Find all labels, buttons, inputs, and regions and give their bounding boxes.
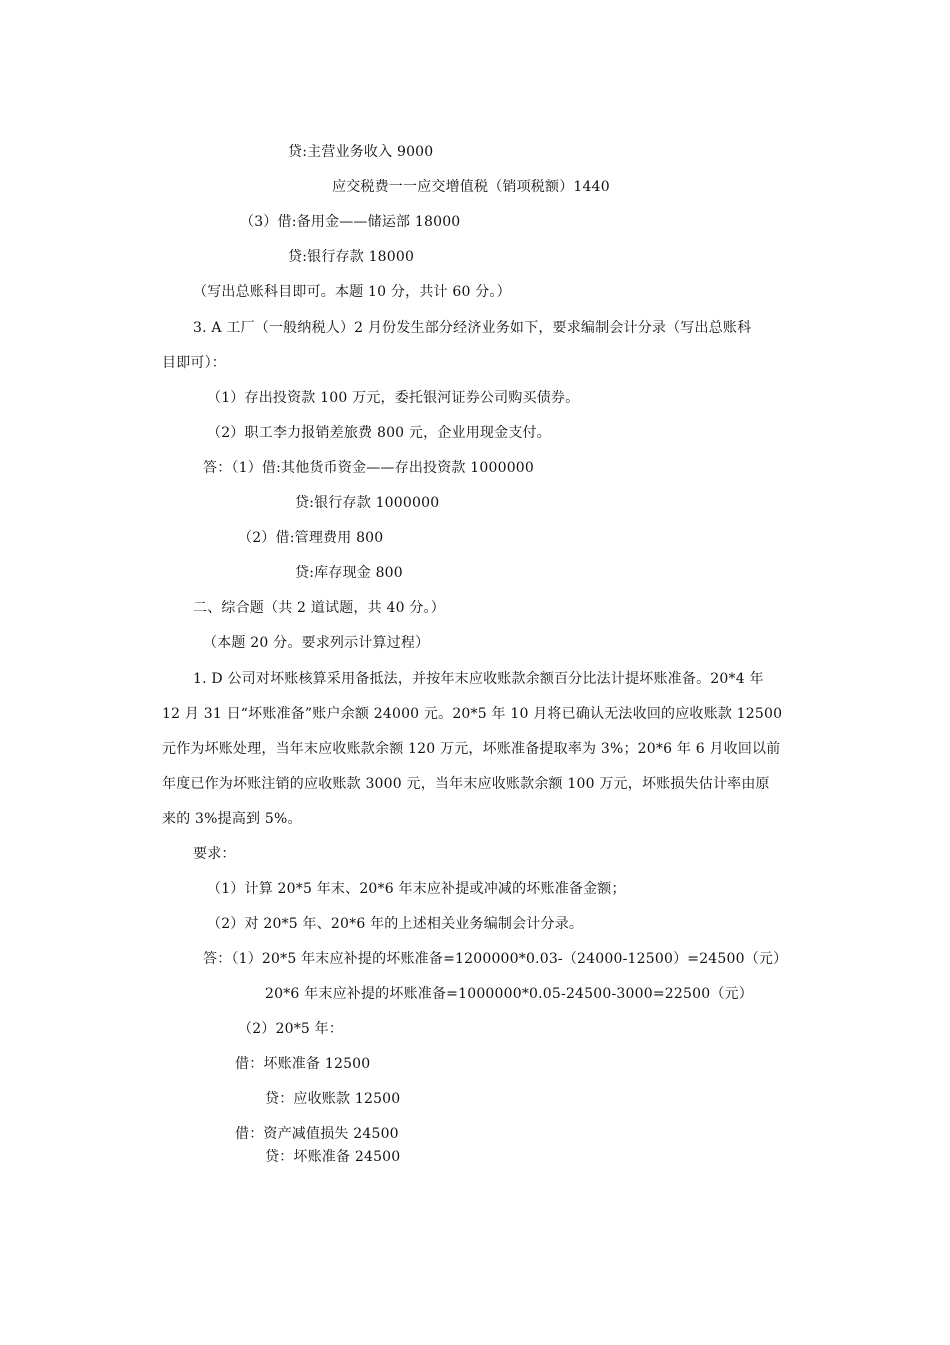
entry-line-debit-petty-cash: （3）借:备用金——储运部 18000	[240, 214, 461, 230]
answer-3-item-2-credit: 贷:库存现金 800	[295, 565, 403, 581]
entry-line-credit-bank: 贷:银行存款 18000	[288, 249, 415, 265]
problem-1-text: 1. D 公司对坏账核算采用备抵法，并按年末应收账款余额百分比法计提坏账准备。20*4 年	[193, 671, 764, 687]
answer-3-item-2-debit: （2）借:管理费用 800	[238, 530, 384, 546]
question-3-item-2: （2）职工李力报销差旅费 800 元，企业用现金支付。	[207, 425, 551, 441]
answer-2-credit-allowance: 贷：坏账准备 24500	[265, 1149, 401, 1165]
answer-2-heading: （2）20*5 年：	[238, 1021, 344, 1037]
question-3-text-cont: 目即可）：	[162, 355, 226, 371]
problem-1-text-line-4: 年度已作为坏账注销的应收账款 3000 元，当年末应收账款余额 100 万元，坏账损失估计率由原	[162, 776, 770, 792]
answer-2-debit-impairment: 借：资产减值损失 24500	[235, 1126, 399, 1142]
section-note: （本题 20 分。要求列示计算过程）	[203, 635, 430, 651]
section-heading: 二、综合题（共 2 道试题，共 40 分。）	[193, 600, 445, 616]
problem-1-text-line-3: 元作为坏账处理，当年末应收账款余额 120 万元，坏账准备提取率为 3%；20*6 年 6 月收回以前	[162, 741, 781, 757]
score-note: （写出总账科目即可。本题 10 分，共计 60 分。）	[193, 284, 511, 300]
question-3-text: 3. A 工厂（一般纳税人）2 月份发生部分经济业务如下，要求编制会计分录（写出总账科	[193, 320, 752, 336]
problem-1-text-line-2: 12 月 31 日“坏账准备”账户余额 24000 元。20*5 年 10 月将已确认无法收回的应收账款 12500	[162, 706, 783, 722]
answer-2-credit-receivables: 贷：应收账款 12500	[265, 1091, 401, 1107]
requirements-label: 要求：	[193, 846, 236, 862]
answer-3-item-1-debit: 答：（1）借:其他货币资金——存出投资款 1000000	[203, 460, 535, 476]
requirement-1: （1）计算 20*5 年末、20*6 年末应补提或冲减的坏账准备金额；	[207, 881, 626, 897]
answer-1-line-2: 20*6 年末应补提的坏账准备=1000000*0.05-24500-3000=22500（元）	[265, 986, 753, 1002]
answer-3-item-1-credit: 贷:银行存款 1000000	[295, 495, 440, 511]
question-3-item-1: （1）存出投资款 100 万元，委托银河证券公司购买债券。	[207, 390, 580, 406]
requirement-2: （2）对 20*5 年、20*6 年的上述相关业务编制会计分录。	[207, 916, 584, 932]
answer-2-debit-allowance: 借：坏账准备 12500	[235, 1056, 371, 1072]
problem-1-text-line-5: 来的 3%提高到 5%。	[162, 811, 302, 827]
entry-line-credit-revenue: 贷:主营业务收入 9000	[288, 144, 434, 160]
answer-1-line-1: 答：（1）20*5 年末应补提的坏账准备=1200000*0.03-（24000-12500）=24500（元）	[203, 951, 788, 967]
entry-line-vat-output: 应交税费一一应交增值税（销项税额）1440	[332, 179, 610, 195]
